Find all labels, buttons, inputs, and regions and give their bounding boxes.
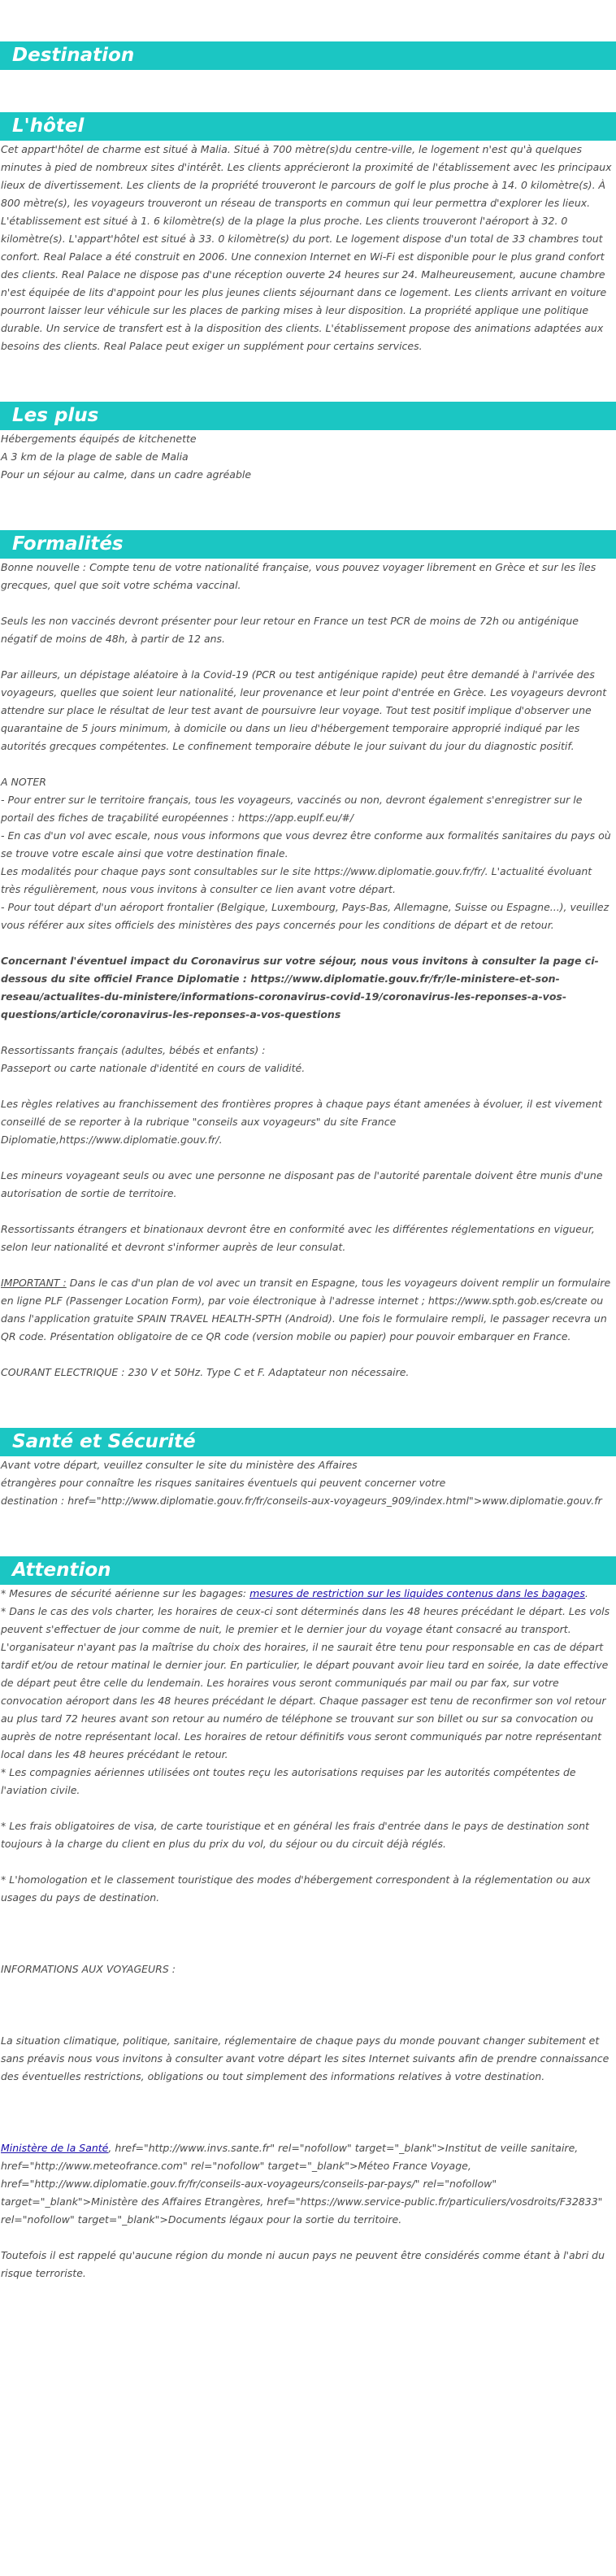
mineurs-paragraph: Les mineurs voyageant seuls ou avec une personne ne disposant pas de l'autorité parentale doivent être munis d'une autorisation de sortie de territoire. — [1, 1169, 603, 1199]
section-header-attention: Attention — [0, 1556, 616, 1585]
section-header-sante: Santé et Sécurité — [0, 1428, 616, 1456]
mesures-link[interactable]: mesures de restriction sur les liquides contenus dans les bagages — [249, 1587, 585, 1599]
mesures-prefix: * Mesures de sécurité aérienne sur les bagages: — [1, 1587, 250, 1599]
important-label: IMPORTANT : — [1, 1277, 67, 1289]
ressortissants-line: Passeport ou carte nationale d'identité en cours de validité. — [1, 1062, 306, 1074]
homologation-paragraph: * L'homologation et le classement touristique des modes d'hébergement correspondent à la réglementation ou aux usages du pays de destination. — [1, 1873, 591, 1904]
sante-section — [0, 1456, 614, 1510]
ministere-rest: , href="http://www.invs.sante.fr" rel="nofollow" target="_blank">Institut de veille sanitaire, href="http://www.meteofrance.com" rel="nofollow" target="_blank">Méteo France Voyage, href="http://www.diplomatie.gouv.fr/fr/conseils-aux-voyageurs/conseils-par-pays/" rel="nofollow" target="_blank">Ministère des Affaires Etrangères, href="https://www.service-public.fr/particuliers/vosdroits/F32833" rel="nofollow" target="_blank">Documents légaux pour la sortie du territoire. — [1, 2142, 603, 2226]
toutefois-paragraph: Toutefois il est rappelé qu'aucune région du monde ni aucun pays ne peuvent être considérés comme étant à l'abri du risque terroriste. — [1, 2249, 605, 2279]
situation-paragraph: La situation climatique, politique, sanitaire, réglementaire de chaque pays du monde pouvant changer subitement et sans préavis nous vous invitons à consulter avant votre départ les sites Internet suivants afin de prendre connaissance des éventuelles restrictions, obligations ou tout simplement des informations relatives à votre destination. — [1, 2034, 609, 2082]
courant-electrique: COURANT ELECTRIQUE : 230 V et 50Hz. Type C et F. Adaptateur non nécessaire. — [1, 1366, 410, 1378]
section-header-formalites: Formalités — [0, 530, 616, 559]
etrangers-paragraph: Ressortissants étrangers et binationaux devront être en conformité avec les différentes réglementations en vigueur, selon leur nationalité et devront s'informer auprès de leur consulat. — [1, 1223, 595, 1253]
formalites-paragraph: Bonne nouvelle : Compte tenu de votre nationalité française, vous pouvez voyager librement en Grèce et sur les îles grecques, quel que soit votre schéma vaccinal. — [1, 561, 596, 591]
sante-line: Avant votre départ, veuillez consulter le site du ministère des Affaires — [1, 1459, 358, 1471]
section-header-hotel: L'hôtel — [0, 112, 616, 141]
coronavirus-notice: Concernant l'éventuel impact du Coronavirus sur votre séjour, nous vous invitons à consulter la page ci-dessous du site officiel France Diplomatie : https://www.diplomatie.gouv.fr/fr/le-ministere-et-son-reseau/actualites-du-ministere/informations-coronavirus-covid-19/coronavirus-les-reponses-a-vos-questions/article/coronavirus-les-reponses-a-vos-questions — [1, 955, 599, 1020]
formalites-paragraph: Seuls les non vaccinés devront présenter pour leur retour en France un test PCR de moins de 72h ou antigénique négatif de moins de 48h, à partir de 12 ans. — [1, 615, 579, 645]
les-plus-item: Hébergements équipés de kitchenette — [1, 433, 197, 445]
charter-paragraph: * Dans le cas des vols charter, les horaires de ceux-ci sont déterminés dans les 48 heures précédant le départ. Les vols peuvent s'effectuer de jour comme de nuit, le premier et le dernier jour du voyage étant consacré au transport. L'organisateur n'ayant pas la maîtrise du choix des horaires, il ne saurait être tenu pour responsable en cas de départ tardif et/ou de retour matinal le dernier jour. En particulier, le départ pouvant avoir lieu tard en soirée, la date effective de départ peut être celle du lendemain. Les horaires vous seront communiqués par mail ou par fax, sur votre convocation aéroport dans les 48 heures précédant le départ. Chaque passager est tenu de reconfirmer son vol retour au plus tard 72 heures avant son retour au numéro de téléphone se trouvant sur son billet ou sur sa convocation ou auprès de notre représentant local. Les horaires de retour définitifs vous seront communiqués par notre représentant local dans les 48 heures précédant le retour. — [1, 1605, 610, 1760]
ressortissants-line: Ressortissants français (adultes, bébés et enfants) : — [1, 1044, 266, 1056]
les-plus-section — [0, 430, 614, 484]
mesures-paragraph — [1, 1585, 614, 1603]
a-noter-line: Les modalités pour chaque pays sont consultables sur le site https://www.diplomatie.gouv.fr/fr/. L'actualité évoluant très régulièrement, nous vous invitons à consulter ce lien avant votre départ. — [1, 865, 592, 895]
hotel-description: Cet appart'hôtel de charme est situé à Malia. Situé à 700 mètre(s)du centre-ville, le logement n'est qu'à quelques minutes à pied de nombreux sites d'intérêt. Les clients apprécieront la proximité de l'établissement avec les principaux lieux de divertissement. Les clients de la propriété trouveront le parcours de golf le plus proche à 14. 0 kilomètre(s). À 800 mètre(s), les voyageurs trouveront un réseau de transports en commun qui leur permettra d'explorer les lieux. L'établissement est situé à 1. 6 kilomètre(s) de la plage la plus proche. Les clients trouveront l'aéroport à 32. 0 kilomètre(s). L'appart'hôtel est situé à 33. 0 kilomètre(s) du port. Le logement dispose d'un total de 33 chambres tout confort. Real Palace a été construit en 2006. Une connexion Internet en Wi-Fi est disponible pour le plus grand confort des clients. Real Palace ne dispose pas d'une réception ouverte 24 heures sur 24. Malheureusement, aucune chambre n'est équipée de lits d'appoint pour les plus jeunes clients séjournant dans ce logement. Les clients arrivant en voiture pourront laisser leur véhicule sur les places de parking mises à leur disposition. La propriété applique une politique durable. Un service de transfert est à la disposition des clients. L'établissement propose des animations adaptées aux besoins des clients. Real Palace peut exiger un supplément pour certains services. — [1, 143, 612, 352]
a-noter-line: - Pour tout départ d'un aéroport frontalier (Belgique, Luxembourg, Pays-Bas, Allemagne, Suisse ou Espagne...), veuillez vous référer aux sites officiels des ministères des pays concernés pour les conditions de départ et de retour. — [1, 901, 609, 931]
sante-line: étrangères pour connaître les risques sanitaires éventuels qui peuvent concerner votre — [1, 1477, 446, 1489]
a-noter-title: A NOTER — [1, 776, 46, 788]
hotel-section — [0, 141, 614, 355]
formalites-section — [0, 559, 614, 1382]
les-plus-item: Pour un séjour au calme, dans un cadre agréable — [1, 468, 252, 481]
attention-section — [0, 1585, 614, 2282]
ministere-sante-link[interactable]: Ministère de la Santé — [1, 2142, 109, 2154]
sante-line: destination : href="http://www.diplomatie.gouv.fr/fr/conseils-aux-voyageurs_909/index.html">www.diplomatie.gouv.fr — [1, 1495, 602, 1507]
ministere-paragraph — [1, 2139, 614, 2229]
regles-paragraph: Les règles relatives au franchissement des frontières propres à chaque pays étant amenées à évoluer, il est vivement conseillé de se reporter à la rubrique "conseils aux voyageurs" du site France Diplomatie,https://www.diplomatie.gouv.fr/. — [1, 1098, 602, 1146]
section-header-les-plus: Les plus — [0, 402, 616, 430]
compagnies-paragraph: * Les compagnies aériennes utilisées ont toutes reçu les autorisations requises par les autorités compétentes de l'aviation civile. — [1, 1766, 576, 1796]
les-plus-item: A 3 km de la plage de sable de Malia — [1, 450, 189, 463]
section-header-destination: Destination — [0, 41, 616, 70]
formalites-paragraph: Par ailleurs, un dépistage aléatoire à la Covid-19 (PCR ou test antigénique rapide) peut être demandé à l'arrivée des voyageurs, quelles que soient leur nationalité, leur provenance et leur point d'entrée en Grèce. Les voyageurs devront attendre sur place le résultat de leur test avant de poursuivre leur voyage. Tout test positif implique d'observer une quarantaine de 5 jours minimum, à domicile ou dans un lieu d'hébergement temporaire approprié indiqué par les autorités grecques compétentes. Le confinement temporaire débute le jour suivant du jour du diagnostic positif. — [1, 668, 607, 752]
a-noter-line: - En cas d'un vol avec escale, nous vous informons que vous devrez être conforme aux formalités sanitaires du pays où se trouve votre escale ainsi que votre destination finale. — [1, 829, 611, 859]
frais-paragraph: * Les frais obligatoires de visa, de carte touristique et en général les frais d'entrée dans le pays de destination sont toujours à la charge du client en plus du prix du vol, du séjour ou du circuit déjà réglés. — [1, 1820, 589, 1850]
a-noter-line: - Pour entrer sur le territoire français, tous les voyageurs, vaccinés ou non, devront également s'enregistrer sur le portail des fiches de traçabilité européennes : https://app.euplf.eu/#/ — [1, 794, 583, 824]
mesures-suffix: . — [584, 1587, 588, 1599]
important-paragraph — [1, 1274, 614, 1346]
important-text: Dans le cas d'un plan de vol avec un transit en Espagne, tous les voyageurs doivent remplir un formulaire en ligne PLF (Passenger Location Form), par voie électronique à l'adresse internet ; https://www.spth.gob.es/create ou dans l'application gratuite SPAIN TRAVEL HEALTH-SPTH (Android). Une fois le formulaire rempli, le passager recevra un QR code. Présentation obligatoire de ce QR code (version mobile ou papier) pour pouvoir embarquer en France. — [1, 1277, 611, 1342]
infos-voyageurs-title: INFORMATIONS AUX VOYAGEURS : — [1, 1963, 176, 1975]
